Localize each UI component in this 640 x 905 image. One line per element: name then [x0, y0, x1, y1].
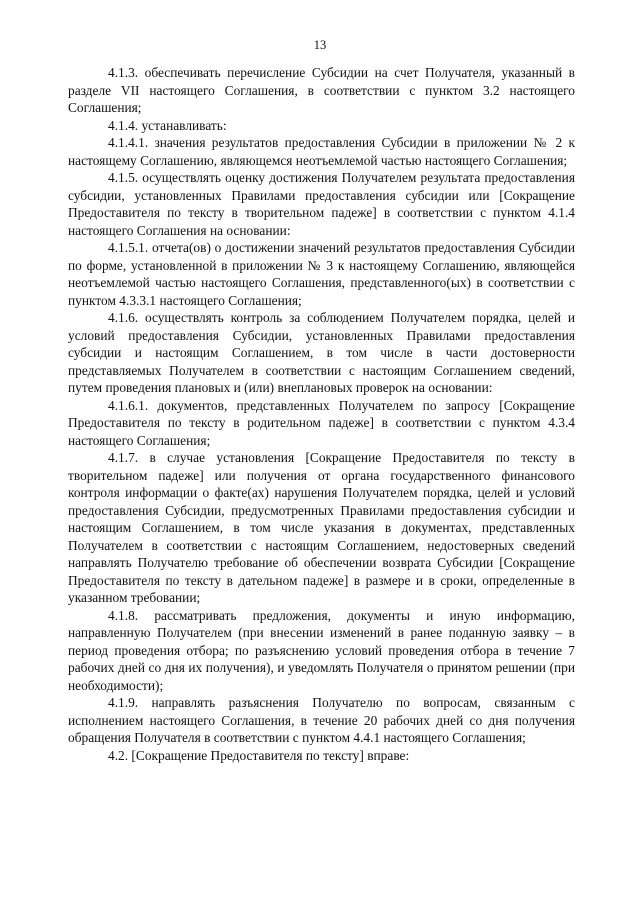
- clause-4-1-5: 4.1.5. осуществлять оценку достижения Получателем результата предоставления субсидии, установленных Правилами предоставления субсидии или [Сокращение Предоставителя по тексту в творительном падеже] в соответствии с пунктом 4.1.4 настоящего Соглашения на основании:: [68, 170, 575, 238]
- clause-4-1-5-1: 4.1.5.1. отчета(ов) о достижении значений результатов предоставления Субсидии по форме, установленной в приложении № 3 к настоящему Соглашению, являющейся неотъемлемой частью настоящего Соглашения, представленного(ых) в соответствии с пунктом 4.3.3.1 настоящего Соглашения;: [68, 240, 575, 308]
- clause-4-1-6-1: 4.1.6.1. документов, представленных Получателем по запросу [Сокращение Предоставителя по тексту в родительном падеже] в соответствии с пунктом 4.3.4 настоящего Соглашения;: [68, 397, 575, 448]
- clause-4-1-7: 4.1.7. в случае установления [Сокращение Предоставителя по тексту в творительном падеже] или получения от органа государственного финансового контроля информации о факте(ах) нарушения Получателем порядка, целей и условий предоставления Субсидии, предусмотренных Правилами предоставления субсидии и настоящим Соглашением, в том числе указания в документах, представленных Получателем в соответствии с настоящим Соглашением, недостоверных сведений направлять Получателю требование об обеспечении возврата Субсидии [Сокращение Предоставителя по тексту в дательном падеже] в размере и в сроки, определенные в указанном требовании;: [68, 450, 575, 605]
- clause-4-1-8: 4.1.8. рассматривать предложения, документы и иную информацию, направленную Получателем (при внесении изменений в ранее поданную заявку – в период проведения отбора; по разъяснению условий проведения отбора в течение 7 рабочих дней со дня их получения), и уведомлять Получателя о принятом решении (при необходимости);: [68, 607, 575, 693]
- clause-4-1-3: 4.1.3. обеспечивать перечисление Субсидии на счет Получателя, указанный в разделе VII настоящего Соглашения, в соответствии с пунктом 3.2 настоящего Соглашения;: [68, 65, 575, 115]
- document-body: [68, 64, 575, 764]
- clause-4-1-9: 4.1.9. направлять разъяснения Получателю по вопросам, связанным с исполнением настоящего Соглашения, в течение 20 рабочих дней со дня получения обращения Получателя в соответствии с пунктом 4.4.1 настоящего Соглашения;: [68, 695, 575, 745]
- clause-4-1-4-1: 4.1.4.1. значения результатов предоставления Субсидии в приложении № 2 к настоящему Соглашению, являющемся неотъемлемой частью настоящего Соглашения;: [68, 135, 575, 168]
- clause-4-1-6: 4.1.6. осуществлять контроль за соблюдением Получателем порядка, целей и условий предоставления Субсидии, установленных Правилами предоставления субсидии и настоящим Соглашением, в том числе в части достоверности представляемых Получателем в соответствии с настоящим Соглашением сведений, путем проведения плановых и (или) внеплановых проверок на основании:: [68, 310, 575, 395]
- clause-4-2: 4.2. [Сокращение Предоставителя по тексту] вправе:: [108, 747, 410, 763]
- page-number: 13: [313, 38, 327, 52]
- clause-4-1-4: 4.1.4. устанавливать:: [108, 117, 227, 133]
